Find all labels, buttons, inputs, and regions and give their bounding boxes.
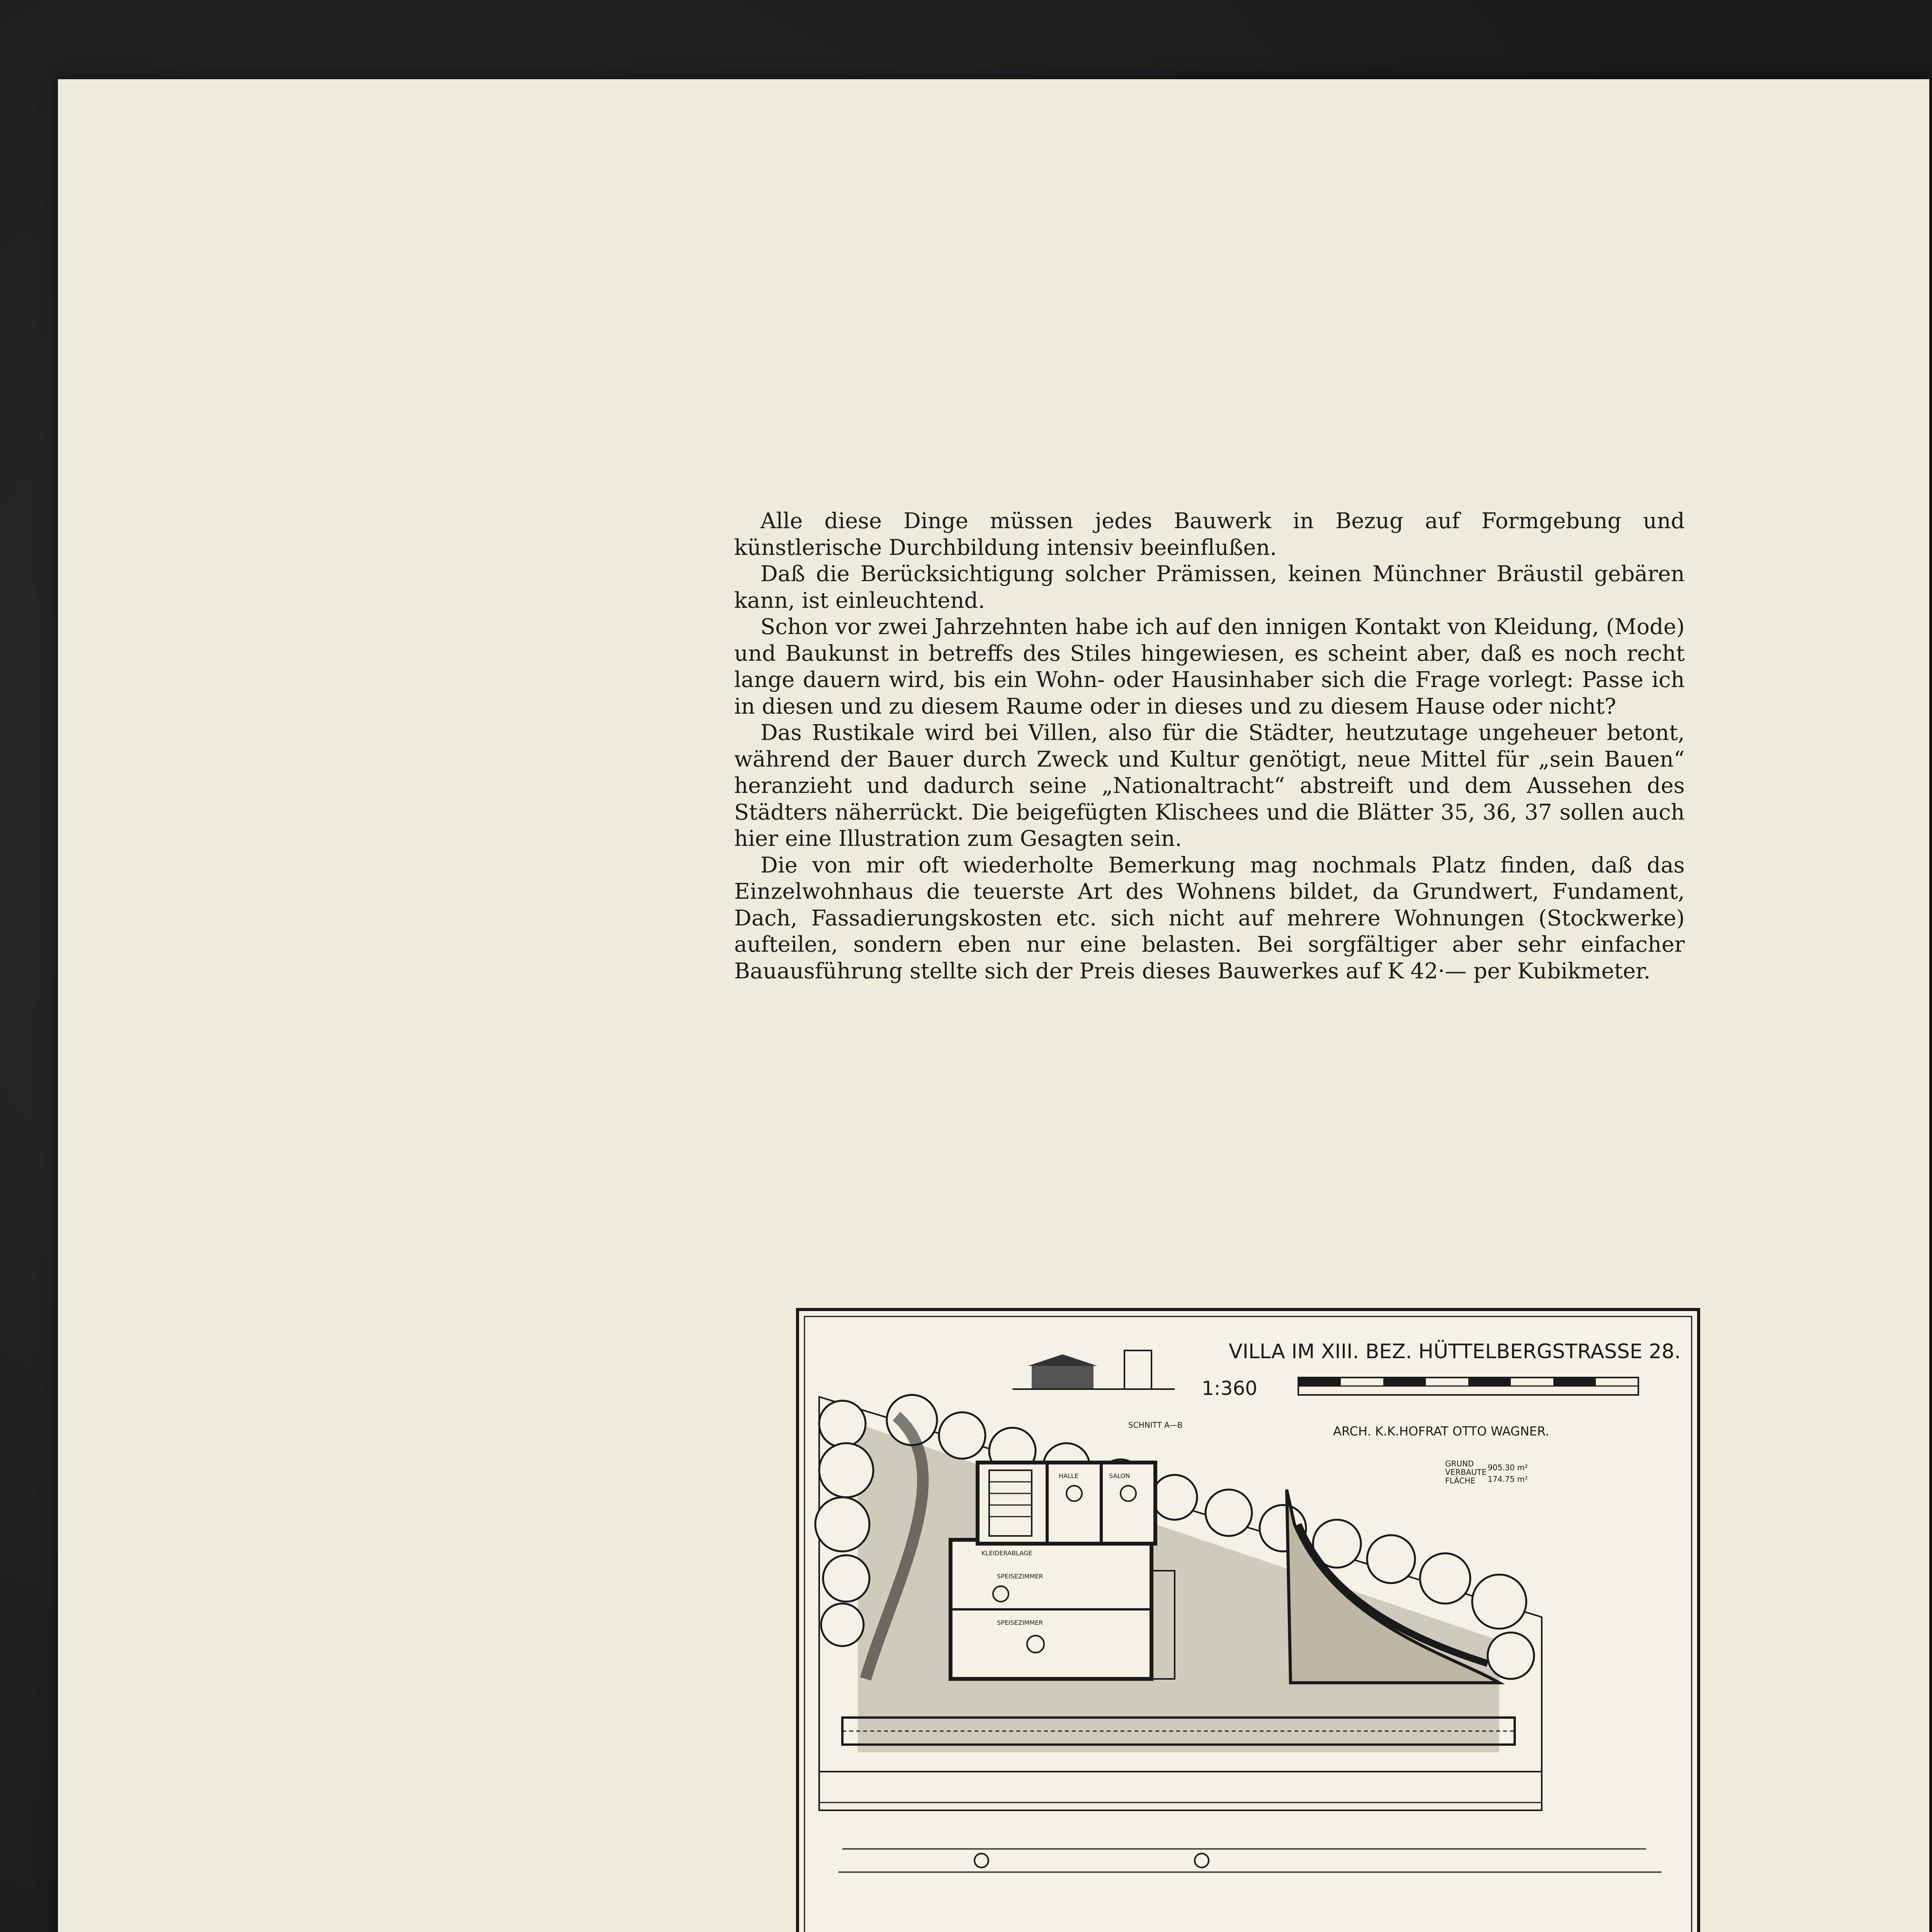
paragraph-2: Daß die Berücksichtigung solcher Prämissen, keinen Münchner Bräustil gebären kann, ist einleuchtend.: [734, 561, 1685, 613]
area-value-1: 905.30 m²: [1488, 1463, 1528, 1472]
book-page: [58, 79, 1929, 1932]
villa-floor-plan: [951, 1463, 1175, 1679]
area-label-1: GRUND: [1445, 1459, 1474, 1468]
room-label-2: HALLE: [1059, 1472, 1078, 1480]
architect-credit: ARCH. K.K.HOFRAT OTTO WAGNER.: [1333, 1424, 1549, 1439]
paragraph-1: Alle diese Dinge müssen jedes Bauwerk in Bezug auf Formgebung und künstlerische Durchbildung intensiv beeinflußen.: [734, 509, 1685, 560]
site-plan-drawing: [796, 1308, 1700, 1932]
area-value-2: 174.75 m²: [1488, 1475, 1528, 1484]
paragraph-3: Schon vor zwei Jahrzehnten habe ich auf den innigen Kontakt von Kleidung, (Mode) und Baukunst in betreffs des Stiles hingewiesen, es scheint aber, daß es noch recht lange dauern wird, bis ein Wohn- oder Hausinhaber sich die Frage vorlegt: Passe ich in diesen und zu diesem Raume oder in dieses und zu diesem Hause oder nicht?: [734, 614, 1685, 719]
room-label-5: SALON: [1109, 1472, 1130, 1480]
room-label-3: SPEISEZIMMER: [997, 1573, 1043, 1580]
room-label-4: SPEISEZIMMER: [997, 1619, 1043, 1626]
room-label-1: KLEIDERABLAGE: [981, 1549, 1032, 1557]
site-plan-figure: [796, 1308, 1700, 1932]
paragraph-5: Die von mir oft wiederholte Bemerkung mag nochmals Platz finden, daß das Einzelwohnhaus die teuerste Art des Wohnens bildet, da Grundwert, Fundament, Dach, Fassadierungskosten etc. sich nicht auf mehrere Wohnungen (Stockwerke) aufteilen, sondern eben nur eine belasten. Bei sorgfältiger aber sehr einfacher Bauausführung stellte sich der Preis dieses Bauwerkes auf K 42·— per Kubikmeter.: [734, 852, 1685, 984]
area-label-2: VERBAUTE: [1445, 1468, 1487, 1477]
plan-scale: 1:360: [1202, 1377, 1258, 1400]
plan-title: VILLA IM XIII. BEZ. HÜTTELBERGSTRASSE 28.: [1229, 1340, 1681, 1363]
section-label: SCHNITT A—B: [1128, 1420, 1183, 1430]
area-label-3: FLÄCHE: [1445, 1476, 1476, 1485]
body-text: [734, 508, 1685, 985]
paragraph-4: Das Rustikale wird bei Villen, also für die Städter, heutzutage ungeheuer betont, während der Bauer durch Zweck und Kultur genötigt, neue Mittel für „sein Bauen“ heranzieht und dadurch seine „Nationaltracht“ abstreift und dem Aussehen des Städters näherrückt. Die beigefügten Klischees und die Blätter 35, 36, 37 sollen auch hier eine Illustration zum Gesagten sein.: [734, 720, 1685, 851]
